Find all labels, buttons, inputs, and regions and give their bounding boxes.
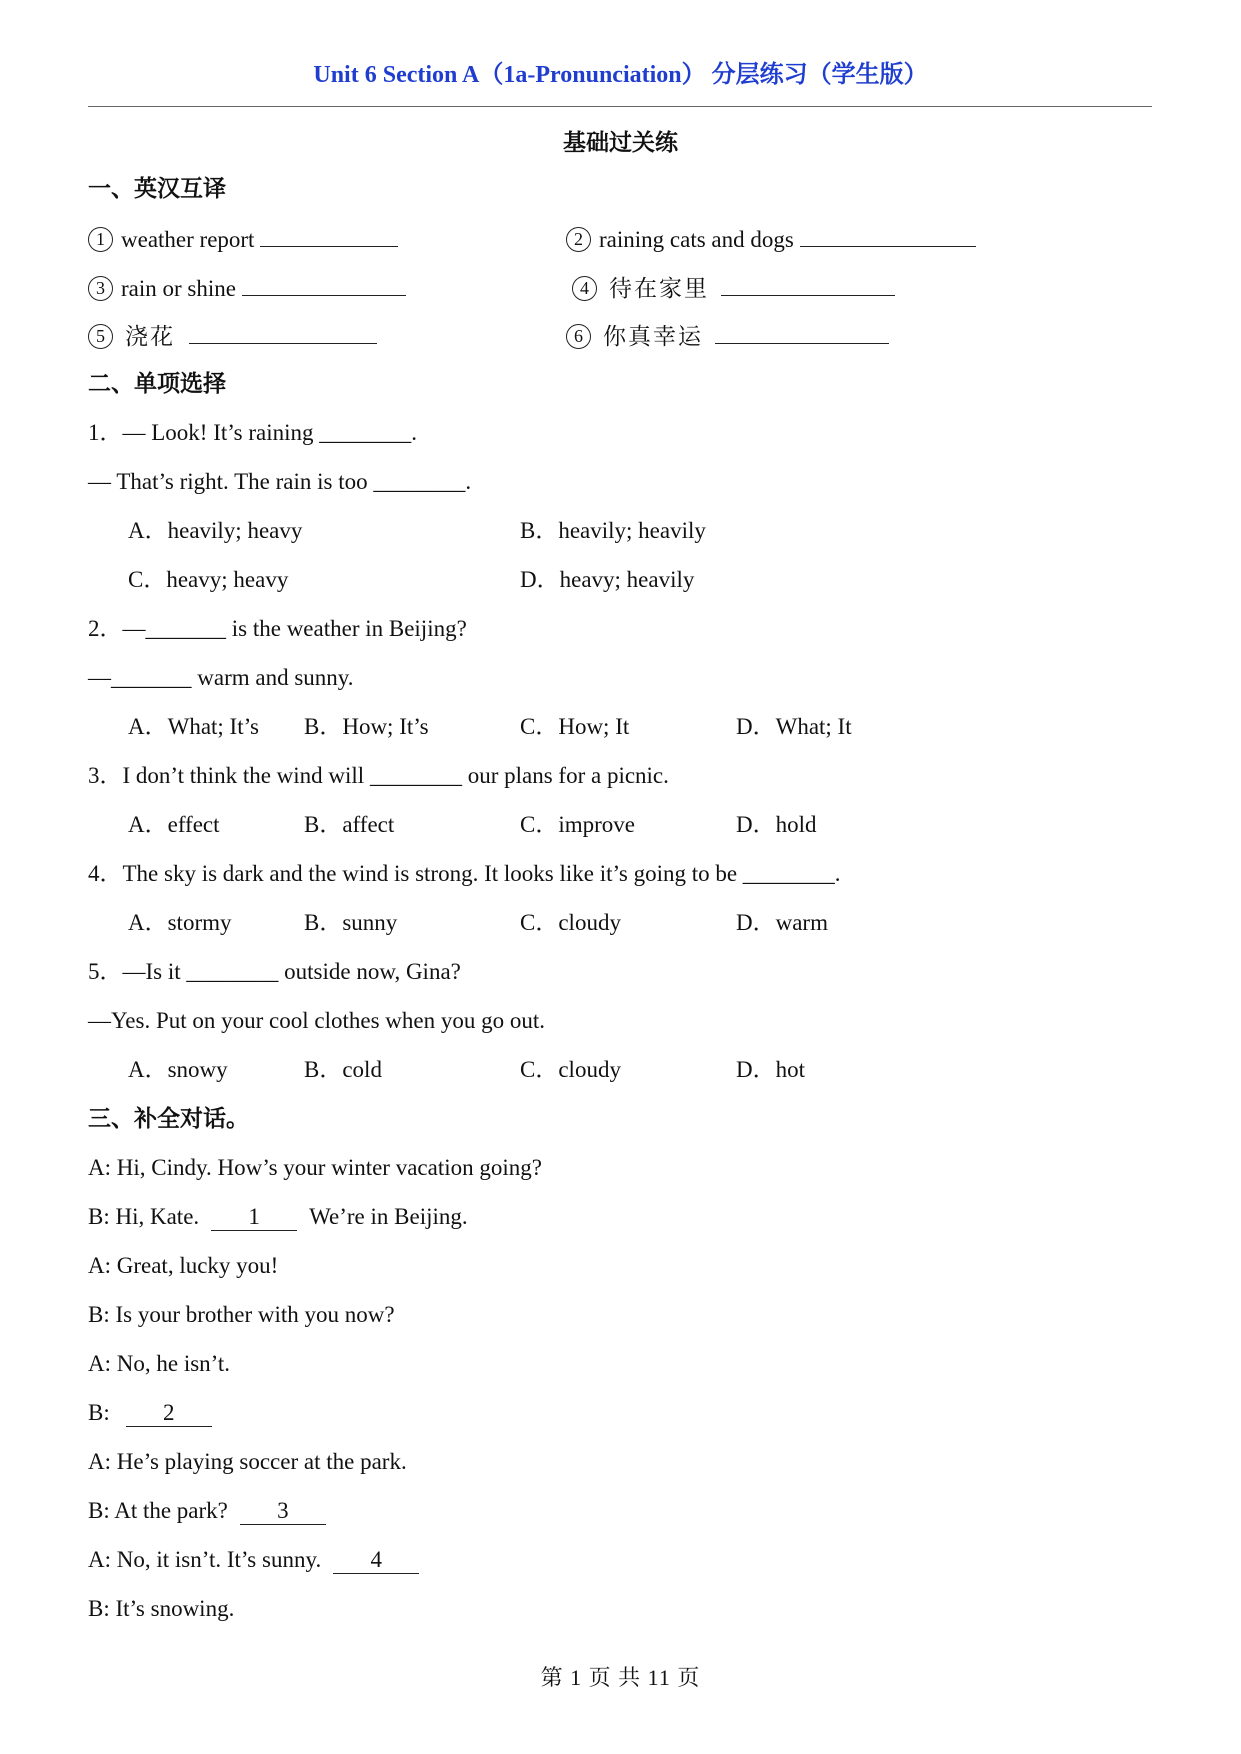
item-number-circle: 2 <box>566 227 591 252</box>
item-text: 浇花 <box>125 324 175 349</box>
option-d[interactable]: D．hot <box>736 1057 805 1082</box>
dialogue-line: A: No, he isn’t. <box>88 1351 231 1376</box>
answer-blank[interactable] <box>242 273 406 296</box>
item-text: 待在家里 <box>609 276 709 301</box>
dialogue-text: A: No, it isn’t. It’s sunny. <box>88 1547 322 1572</box>
dialogue-text: B: Hi, Kate. <box>88 1204 200 1229</box>
dialogue-line: A: Great, lucky you! <box>88 1253 279 1278</box>
dialogue-line: B: Is your brother with you now? <box>88 1302 395 1327</box>
dialogue-line <box>88 1496 326 1526</box>
main-title: 基础过关练 <box>563 130 678 155</box>
option-b[interactable]: B．sunny <box>304 910 398 935</box>
question-5-reply: —Yes. Put on your cool clothes when you go out. <box>88 1008 546 1033</box>
translation-item-4 <box>572 273 895 304</box>
item-number-circle: 1 <box>88 227 113 252</box>
answer-blank[interactable] <box>721 273 895 296</box>
dialogue-blank[interactable]: 3 <box>240 1498 326 1525</box>
question-2-reply: —_______ warm and sunny. <box>88 665 354 690</box>
option-a[interactable]: A．snowy <box>128 1057 228 1082</box>
option-b[interactable]: B．heavily; heavily <box>520 518 706 543</box>
translation-item-1 <box>88 224 398 255</box>
section3-heading: 三、补全对话。 <box>88 1106 249 1131</box>
item-number-circle: 3 <box>88 276 113 301</box>
translation-item-3 <box>88 273 406 304</box>
question-1-reply: — That’s right. The rain is too ________. <box>88 469 472 494</box>
section2-heading: 二、单项选择 <box>88 371 226 396</box>
answer-blank[interactable] <box>715 321 889 344</box>
section1-heading: 一、英汉互译 <box>88 176 226 201</box>
dialogue-line: A: He’s playing soccer at the park. <box>88 1449 407 1474</box>
dialogue-line <box>88 1545 419 1575</box>
option-b[interactable]: B．cold <box>304 1057 382 1082</box>
option-a[interactable]: A．What; It’s <box>128 714 259 739</box>
item-text: raining cats and dogs <box>599 227 794 252</box>
option-d[interactable]: D．What; It <box>736 714 852 739</box>
option-c[interactable]: C．cloudy <box>520 1057 621 1082</box>
dialogue-text: B: At the park? <box>88 1498 228 1523</box>
header-divider <box>88 106 1152 107</box>
item-number-circle: 5 <box>88 324 113 349</box>
item-text: rain or shine <box>121 276 236 301</box>
page-footer: 第 1 页 共 11 页 <box>540 1665 701 1690</box>
option-a[interactable]: A．effect <box>128 812 220 837</box>
answer-blank[interactable] <box>800 224 976 247</box>
item-number-circle: 6 <box>566 324 591 349</box>
option-c[interactable]: C．heavy; heavy <box>128 567 289 592</box>
item-number-circle: 4 <box>572 276 597 301</box>
translation-item-2 <box>566 224 976 255</box>
option-d[interactable]: D．hold <box>736 812 817 837</box>
dialogue-line: B: It’s snowing. <box>88 1596 235 1621</box>
option-a[interactable]: A．heavily; heavy <box>128 518 303 543</box>
dialogue-blank[interactable]: 1 <box>211 1204 297 1231</box>
dialogue-line <box>88 1398 212 1428</box>
option-d[interactable]: D．heavy; heavily <box>520 567 695 592</box>
dialogue-blank[interactable]: 4 <box>333 1547 419 1574</box>
option-c[interactable]: C．cloudy <box>520 910 621 935</box>
option-b[interactable]: B．affect <box>304 812 395 837</box>
dialogue-blank[interactable]: 2 <box>126 1400 212 1427</box>
translation-item-6 <box>566 321 889 352</box>
dialogue-text-after: We’re in Beijing. <box>309 1204 468 1229</box>
option-d[interactable]: D．warm <box>736 910 828 935</box>
question-1: 1．— Look! It’s raining ________. <box>88 420 417 445</box>
header-title: Unit 6 Section A（1a-Pronunciation） 分层练习（学生版） <box>313 62 928 88</box>
item-text: weather report <box>121 227 255 252</box>
question-4: 4．The sky is dark and the wind is strong. It looks like it’s going to be ________. <box>88 861 841 886</box>
option-a[interactable]: A．stormy <box>128 910 232 935</box>
dialogue-line <box>88 1202 468 1232</box>
item-text: 你真幸运 <box>603 324 703 349</box>
translation-item-5 <box>88 321 377 352</box>
option-c[interactable]: C．improve <box>520 812 635 837</box>
option-c[interactable]: C．How; It <box>520 714 630 739</box>
dialogue-text: B: <box>88 1400 110 1425</box>
question-2: 2．—_______ is the weather in Beijing? <box>88 616 467 641</box>
answer-blank[interactable] <box>189 321 377 344</box>
answer-blank[interactable] <box>260 224 398 247</box>
question-3: 3．I don’t think the wind will ________ our plans for a picnic. <box>88 763 669 788</box>
dialogue-line: A: Hi, Cindy. How’s your winter vacation going? <box>88 1155 542 1180</box>
question-5: 5．—Is it ________ outside now, Gina? <box>88 959 461 984</box>
option-b[interactable]: B．How; It’s <box>304 714 429 739</box>
